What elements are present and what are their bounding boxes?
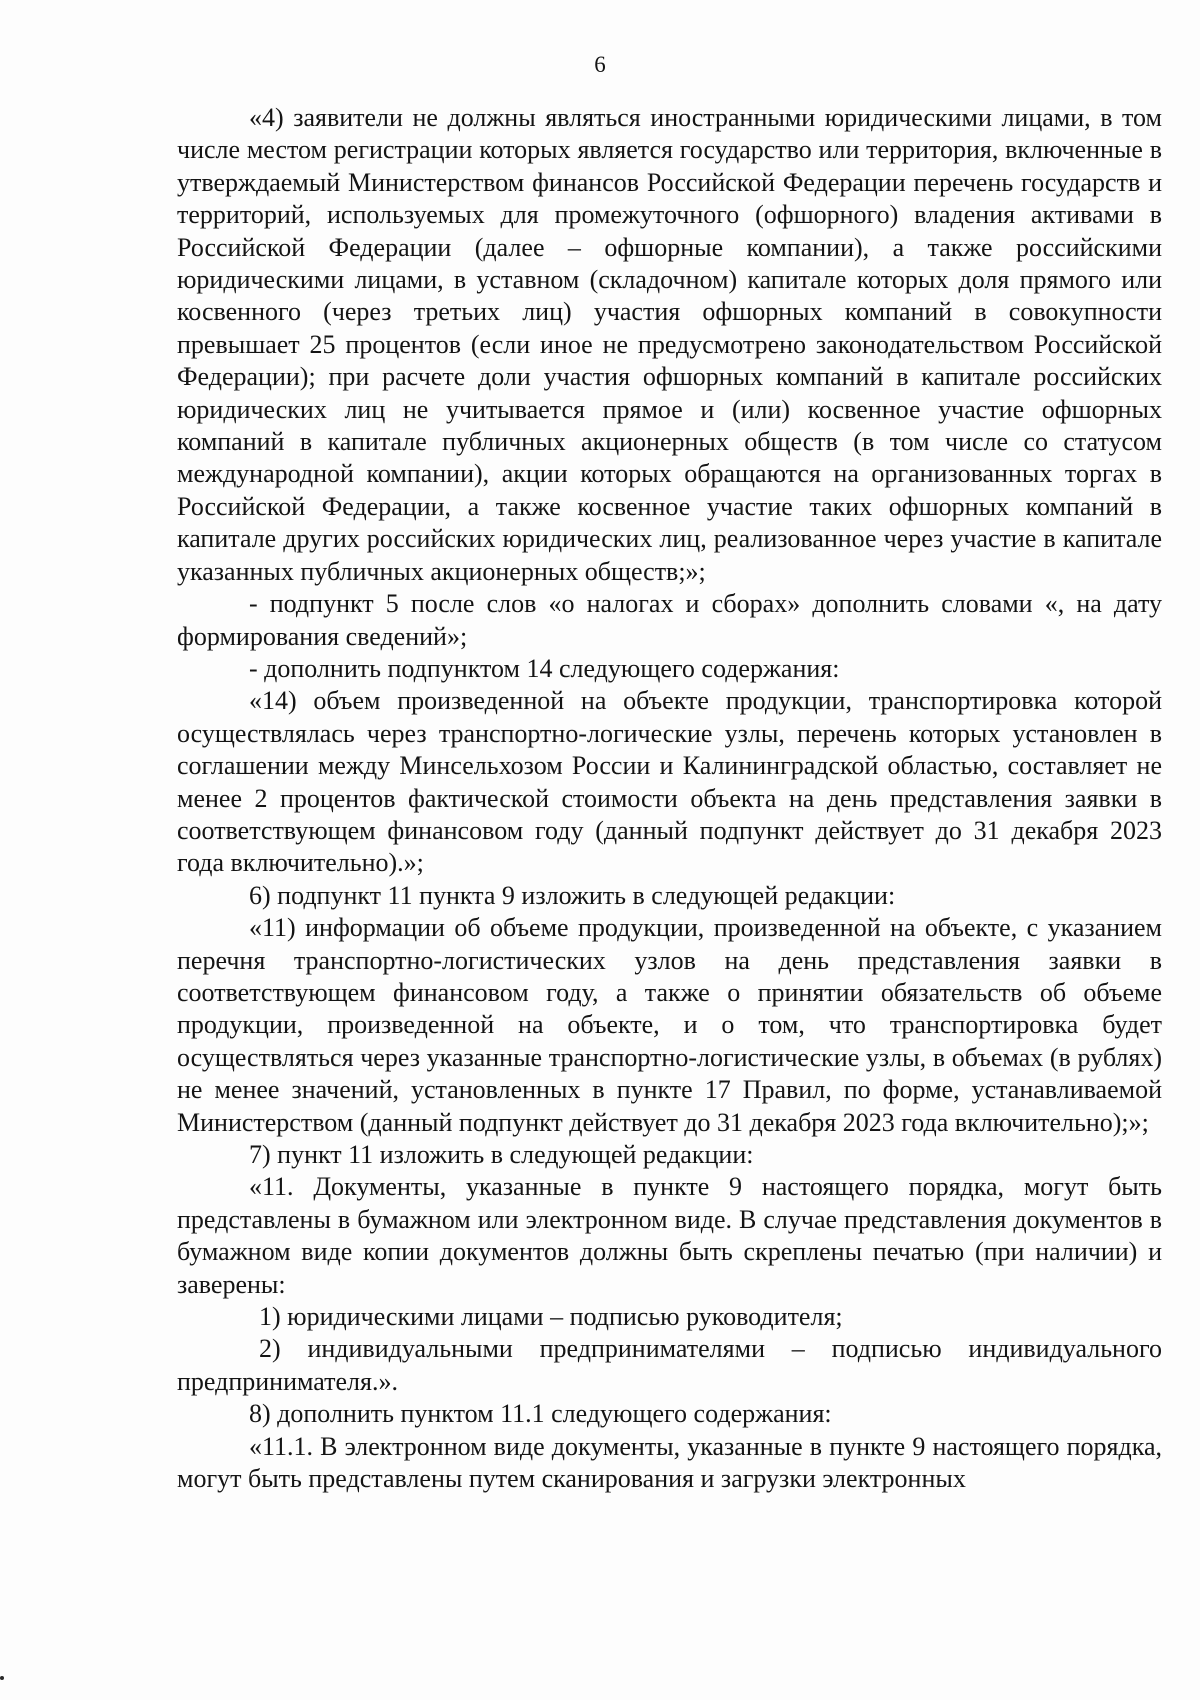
- paragraph-subitem-5-amendment: - подпункт 5 после слов «о налогах и сборах» дополнить словами «, на дату формирования сведений»;: [177, 589, 1162, 651]
- scan-dot: [0, 1676, 4, 1680]
- paragraph-point-6: 6) подпункт 11 пункта 9 изложить в следующей редакции:: [249, 880, 896, 910]
- paragraph-add-subitem-14: - дополнить подпунктом 14 следующего содержания:: [249, 653, 840, 683]
- paragraph-point-8: 8) дополнить пунктом 11.1 следующего содержания:: [249, 1399, 832, 1429]
- paragraph-item-4-offshore: «4) заявители не должны являться иностранными юридическими лицами, в том числе местом регистрации которых является государство или территория, включенные в утверждаемый Министерством финансов Российской Федерации перечень государств и территорий, используемых для промежуточного (офшорного) владения активами в Российской Федерации (далее – офшорные компании), а также российскими юридическими лицами, в уставном (складочном) капитале которых доля прямого или косвенного (через третьих лиц) участия офшорных компаний в совокупности превышает 25 процентов (если иное не предусмотрено законодательством Российской Федерации); при расчете доли участия офшорных компаний в капитале российских юридических лиц не учитывается прямое и (или) косвенное участие офшорных компаний в капитале публичных акционерных обществ (в том числе со статусом международной компании), акции которых обращаются на организованных торгах в Российской Федерации, а также косвенное участие таких офшорных компаний в капитале других российских юридических лиц, реализованное через участие в капитале указанных публичных акционерных обществ;»;: [177, 103, 1162, 586]
- page-number: 6: [594, 52, 606, 77]
- paragraph-list-entrepreneurs: 2) индивидуальными предпринимателями – подписью индивидуального предпринимателя.».: [177, 1334, 1162, 1396]
- document-body: [177, 102, 1162, 1495]
- paragraph-list-legal-entities: 1) юридическими лицами – подписью руководителя;: [259, 1302, 843, 1332]
- paragraph-item-11-documents: «11. Документы, указанные в пункте 9 настоящего порядка, могут быть представлены в бумажном или электронном виде. В случае представления документов в бумажном виде копии документов должны быть скреплены печатью (при наличии) и заверены:: [177, 1172, 1162, 1299]
- paragraph-item-14-volume: «14) объем произведенной на объекте продукции, транспортировка которой осуществлялась через транспортно-логические узлы, перечень которых установлен в соглашении между Минсельхозом России и Калининградской областью, составляет не менее 2 процентов фактической стоимости объекта на день представления заявки в соответствующем финансовом году (данный подпункт действует до 31 декабря 2023 года включительно).»;: [177, 686, 1162, 878]
- paragraph-point-7: 7) пункт 11 изложить в следующей редакции:: [249, 1140, 754, 1169]
- paragraph-item-11-information: «11) информации об объеме продукции, произведенной на объекте, с указанием перечня транспортно-логистических узлов на день представления заявки в соответствующем финансовом году, а также о принятии обязательств об объеме продукции, произведенной на объекте, и о том, что транспортировка будет осуществляться через указанные транспортно-логистические узлы, в объемах (в рублях) не менее значений, установленных в пункте 17 Правил, по форме, устанавливаемой Министерством (данный подпункт действует до 31 декабря 2023 года включительно);»;: [177, 913, 1162, 1137]
- paragraph-item-11-1-electronic: «11.1. В электронном виде документы, указанные в пункте 9 настоящего порядка, могут быть представлены путем сканирования и загрузки электронных: [177, 1431, 1162, 1494]
